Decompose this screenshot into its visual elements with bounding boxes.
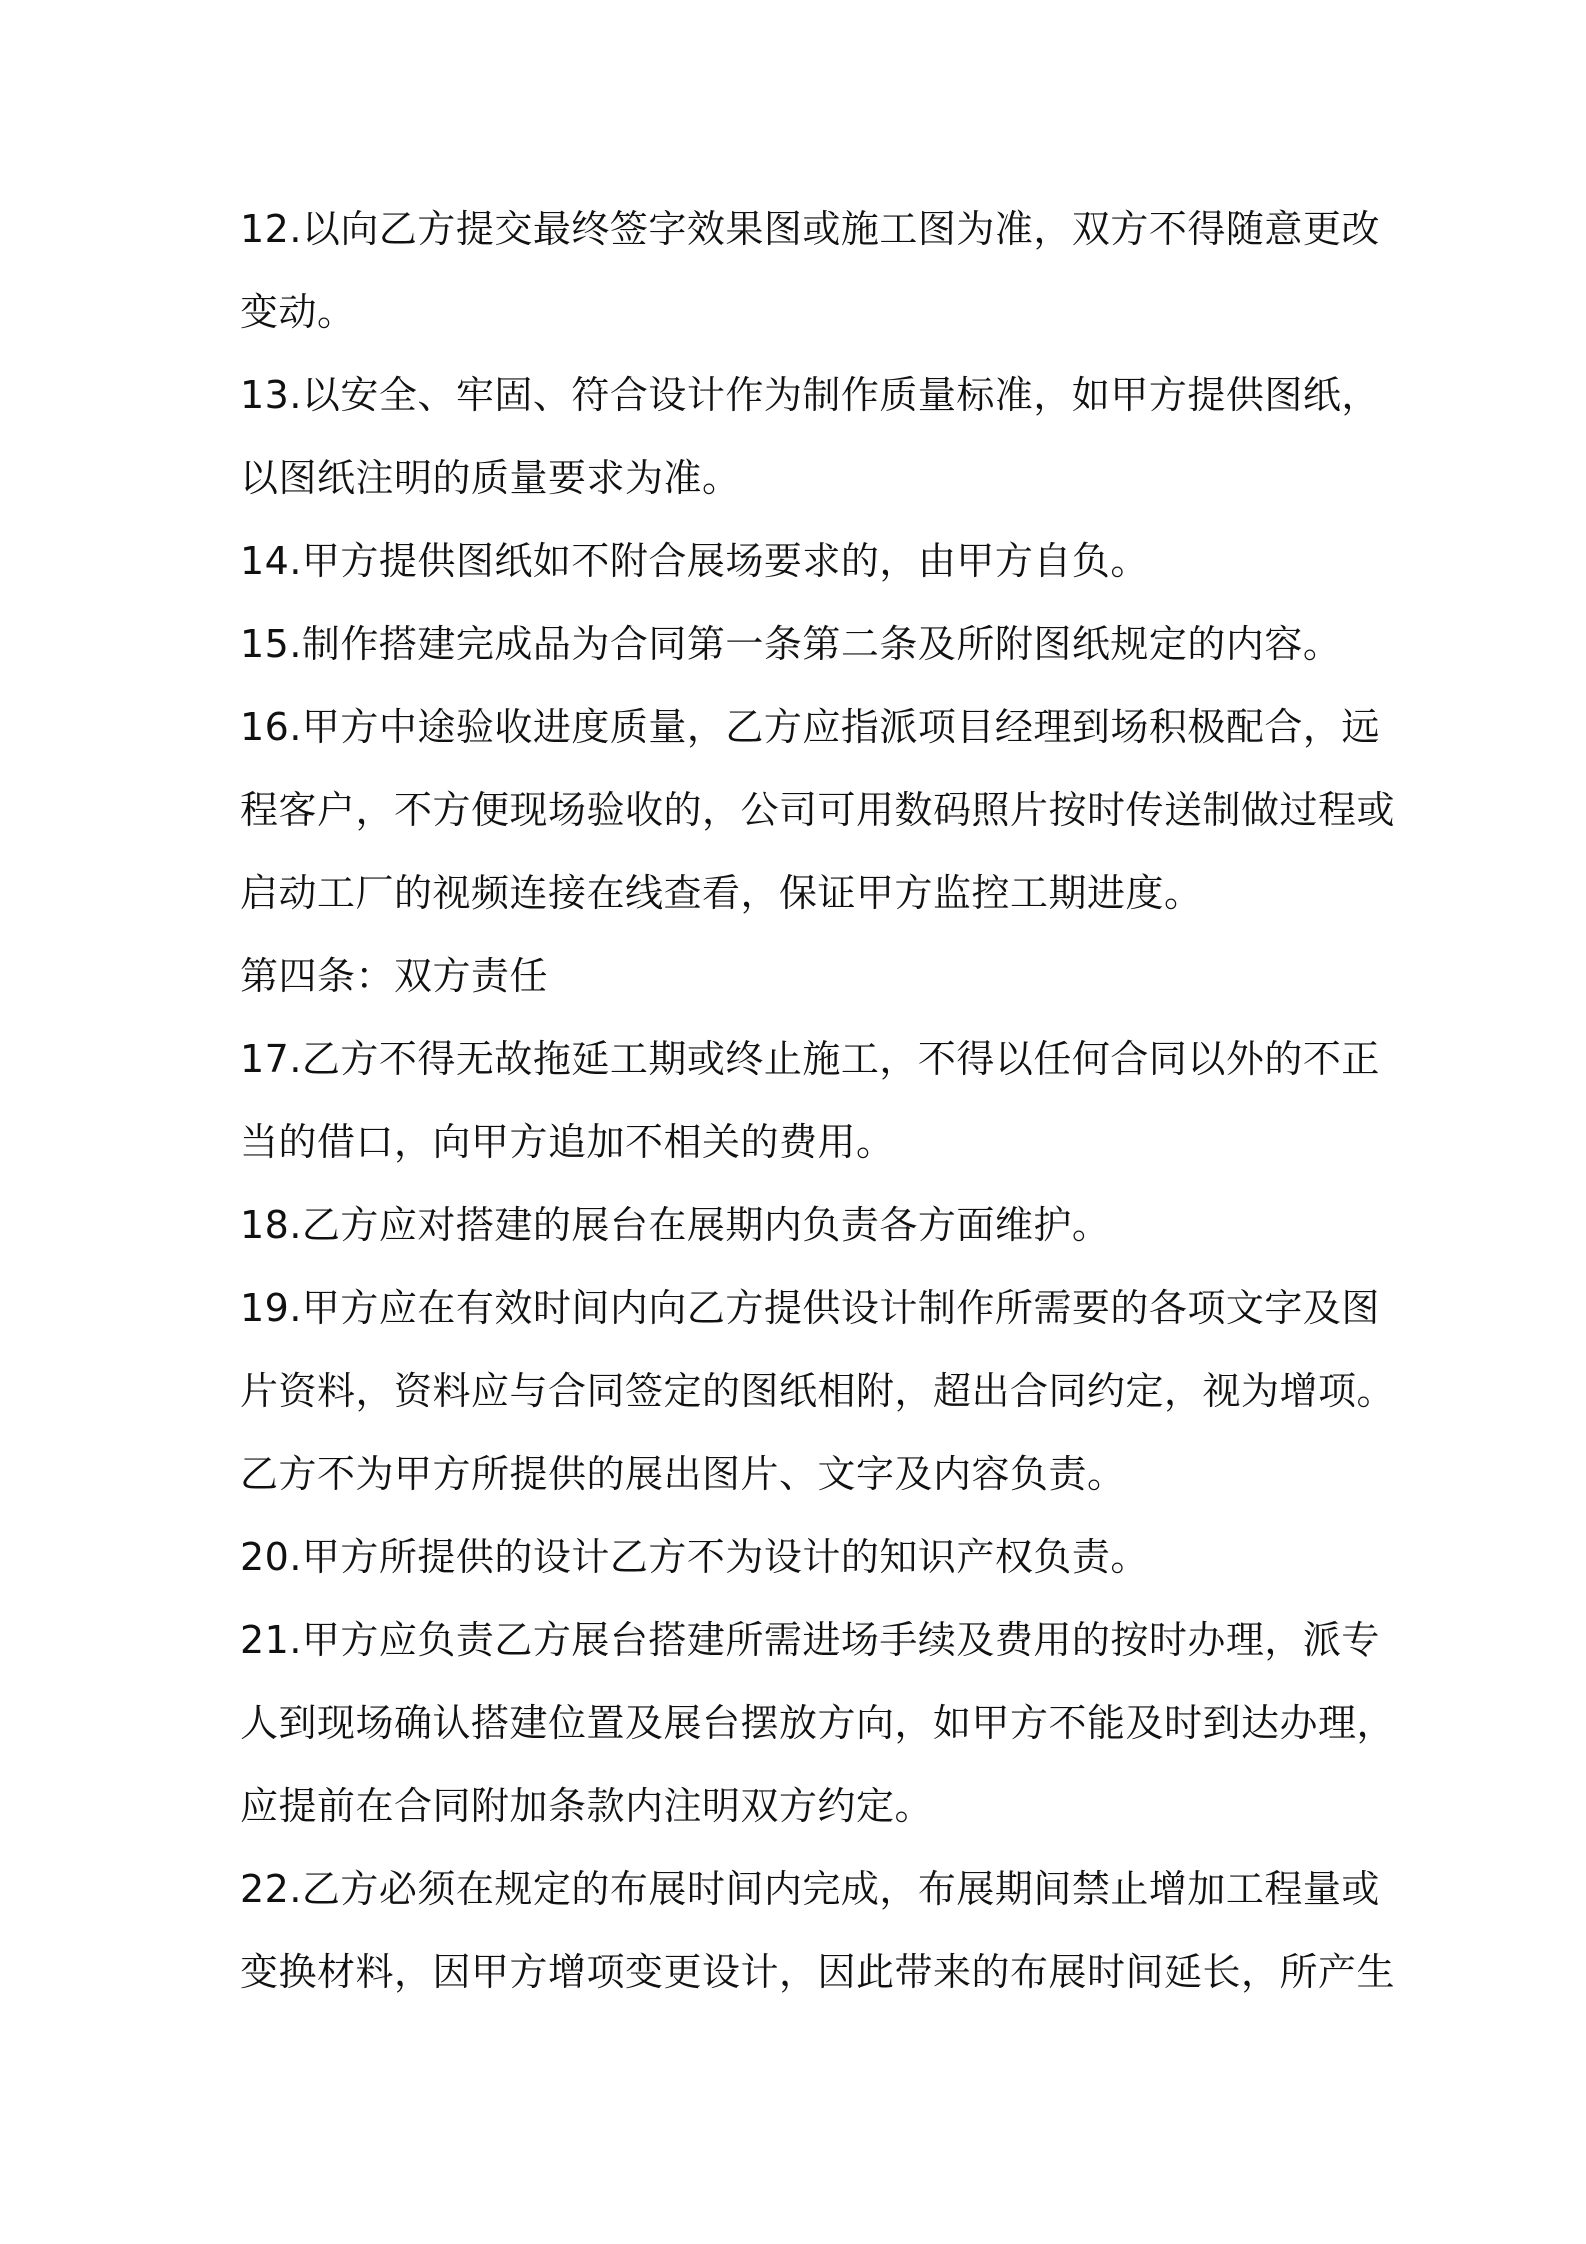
text-line: 乙方不为甲方所提供的展出图片、文字及内容负责。 [240, 1452, 1126, 1496]
text-line: 程客户，不方便现场验收的，公司可用数码照片按时传送制做过程或 [240, 788, 1396, 832]
section-heading-4 [240, 935, 1360, 1018]
text-line: 当的借口，向甲方追加不相关的费用。 [240, 1120, 895, 1164]
clause-20 [240, 1516, 1360, 1599]
clause-17 [240, 1018, 1380, 1184]
text-line: 15.制作搭建完成品为合同第一条第二条及所附图纸规定的内容。 [240, 622, 1342, 666]
text-line: 16.甲方中途验收进度质量，乙方应指派项目经理到场积极配合，远 [240, 705, 1380, 749]
clause-14 [240, 520, 1360, 603]
clause-15 [240, 603, 1360, 686]
clause-19 [240, 1267, 1396, 1516]
clause-18 [240, 1184, 1360, 1267]
text-line: 片资料，资料应与合同签定的图纸相附，超出合同约定，视为增项。 [240, 1369, 1396, 1413]
text-line: 20.甲方所提供的设计乙方不为设计的知识产权负责。 [240, 1535, 1149, 1579]
text-line: 变换材料，因甲方增项变更设计，因此带来的布展时间延长，所产生 [240, 1950, 1396, 1994]
clause-16 [240, 686, 1396, 935]
clause-22 [240, 1848, 1396, 2014]
clause-13 [240, 354, 1380, 520]
clause-21 [240, 1599, 1396, 1848]
text-line: 12.以向乙方提交最终签字效果图或施工图为准，双方不得随意更改 [240, 207, 1380, 251]
text-line: 21.甲方应负责乙方展台搭建所需进场手续及费用的按时办理，派专 [240, 1618, 1380, 1662]
text-line: 应提前在合同附加条款内注明双方约定。 [240, 1784, 934, 1828]
text-line: 18.乙方应对搭建的展台在展期内负责各方面维护。 [240, 1203, 1111, 1247]
text-line: 以图纸注明的质量要求为准。 [240, 456, 741, 500]
text-line: 变动。 [240, 290, 356, 334]
text-line: 13.以安全、牢固、符合设计作为制作质量标准，如甲方提供图纸， [240, 373, 1380, 417]
document-body [240, 188, 1396, 2014]
text-line: 人到现场确认搭建位置及展台摆放方向，如甲方不能及时到达办理， [240, 1701, 1396, 1745]
clause-12 [240, 188, 1380, 354]
text-line: 22.乙方必须在规定的布展时间内完成，布展期间禁止增加工程量或 [240, 1867, 1380, 1911]
text-line: 启动工厂的视频连接在线查看，保证甲方监控工期进度。 [240, 871, 1203, 915]
text-line: 19.甲方应在有效时间内向乙方提供设计制作所需要的各项文字及图 [240, 1286, 1380, 1330]
text-line: 14.甲方提供图纸如不附合展场要求的，由甲方自负。 [240, 539, 1149, 583]
text-line: 17.乙方不得无故拖延工期或终止施工，不得以任何合同以外的不正 [240, 1037, 1380, 1081]
text-line: 第四条：双方责任 [240, 954, 549, 998]
